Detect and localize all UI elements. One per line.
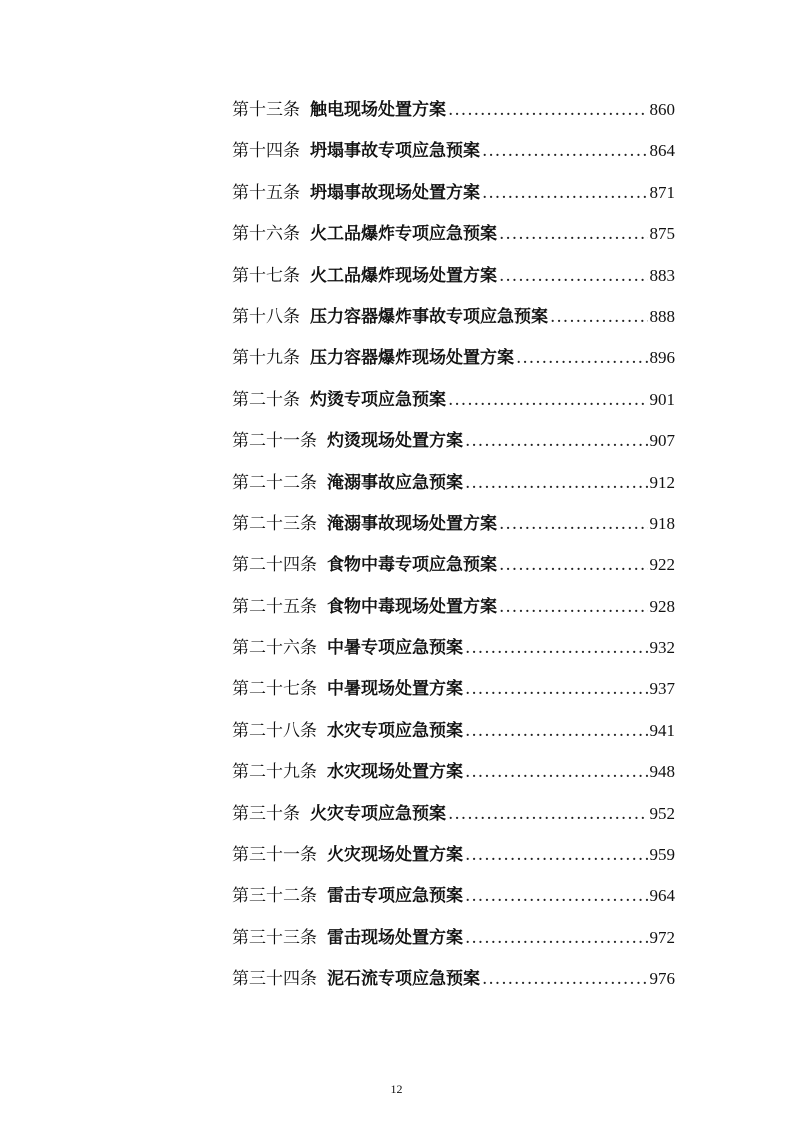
article-number: 第三十二条 [232,886,317,907]
entry-title: 中暑专项应急预案 [327,638,463,659]
toc-entry[interactable] [232,420,675,461]
entry-title: 坍塌事故现场处置方案 [310,182,480,203]
dot-leader [465,463,648,504]
entry-title: 中暑现场处置方案 [327,679,463,700]
dot-leader [499,545,648,586]
dot-leader [465,711,648,752]
toc-entry[interactable] [232,958,675,999]
entry-title: 泥石流专项应急预案 [327,969,480,990]
entry-page-number: 932 [649,638,675,658]
table-of-contents [232,89,675,1000]
entry-page-number: 883 [649,265,675,285]
article-number: 第二十七条 [232,679,317,700]
article-number: 第三十三条 [232,927,317,948]
article-number: 第二十二条 [232,472,317,493]
toc-entry[interactable] [232,668,675,709]
entry-title: 水灾现场处置方案 [327,762,463,783]
toc-entry[interactable] [232,544,675,585]
entry-page-number: 948 [649,762,675,782]
entry-title: 火工品爆炸专项应急预案 [310,224,497,245]
entry-title: 压力容器爆炸现场处置方案 [310,348,514,369]
toc-entry[interactable] [232,503,675,544]
entry-page-number: 972 [649,927,675,947]
dot-leader [465,835,648,876]
entry-title: 淹溺事故现场处置方案 [327,513,497,534]
article-number: 第二十一条 [232,431,317,452]
dot-leader [550,297,648,338]
entry-title: 雷击现场处置方案 [327,927,463,948]
entry-page-number: 860 [649,100,675,119]
entry-title: 火灾专项应急预案 [310,803,446,824]
article-number: 第二十六条 [232,638,317,659]
dot-leader [465,752,648,793]
entry-title: 食物中毒现场处置方案 [327,596,497,617]
toc-entry[interactable] [232,255,675,296]
entry-title: 灼烫专项应急预案 [310,389,446,410]
article-number: 第十三条 [232,100,300,120]
entry-page-number: 959 [649,845,675,865]
article-number: 第二十九条 [232,762,317,783]
toc-entry[interactable] [232,172,675,213]
entry-title: 淹溺事故应急预案 [327,472,463,493]
toc-entry[interactable] [232,627,675,668]
entry-page-number: 918 [649,513,675,533]
dot-leader [482,131,648,172]
dot-leader [465,918,648,959]
entry-page-number: 976 [649,969,675,989]
entry-title: 压力容器爆炸事故专项应急预案 [310,306,548,327]
toc-entry[interactable] [232,917,675,958]
dot-leader [448,90,648,131]
toc-entry[interactable] [232,130,675,171]
article-number: 第二十八条 [232,720,317,741]
entry-page-number: 912 [649,472,675,492]
article-number: 第十六条 [232,224,300,245]
entry-page-number: 864 [649,141,675,161]
toc-entry[interactable] [232,710,675,751]
article-number: 第三十一条 [232,845,317,866]
entry-page-number: 928 [649,596,675,616]
entry-page-number: 922 [649,555,675,575]
toc-entry[interactable] [232,875,675,916]
toc-entry[interactable] [232,89,675,130]
entry-title: 触电现场处置方案 [310,100,446,120]
entry-page-number: 937 [649,679,675,699]
entry-title: 灼烫现场处置方案 [327,431,463,452]
dot-leader [499,214,648,255]
toc-entry[interactable] [232,586,675,627]
dot-leader [465,628,648,669]
entry-page-number: 875 [649,224,675,244]
article-number: 第三十条 [232,803,300,824]
article-number: 第十七条 [232,265,300,286]
toc-entry[interactable] [232,462,675,503]
toc-entry[interactable] [232,379,675,420]
dot-leader [516,338,648,379]
entry-page-number: 871 [649,182,675,202]
toc-entry[interactable] [232,793,675,834]
dot-leader [465,876,648,917]
article-number: 第二十五条 [232,596,317,617]
entry-title: 火灾现场处置方案 [327,845,463,866]
article-number: 第二十四条 [232,555,317,576]
dot-leader [499,256,648,297]
dot-leader [482,959,648,1000]
article-number: 第二十条 [232,389,300,410]
dot-leader [465,421,648,462]
dot-leader [465,669,648,710]
toc-entry[interactable] [232,834,675,875]
dot-leader [448,380,648,421]
article-number: 第十五条 [232,182,300,203]
article-number: 第十四条 [232,141,300,162]
entry-title: 坍塌事故专项应急预案 [310,141,480,162]
article-number: 第三十四条 [232,969,317,990]
dot-leader [482,173,648,214]
dot-leader [499,504,648,545]
toc-entry[interactable] [232,296,675,337]
dot-leader [448,794,648,835]
entry-page-number: 901 [649,389,675,409]
entry-title: 雷击专项应急预案 [327,886,463,907]
page-number: 12 [390,1082,403,1096]
article-number: 第二十三条 [232,513,317,534]
entry-page-number: 952 [649,803,675,823]
entry-title: 食物中毒专项应急预案 [327,555,497,576]
entry-page-number: 907 [649,431,675,451]
entry-title: 火工品爆炸现场处置方案 [310,265,497,286]
entry-title: 水灾专项应急预案 [327,720,463,741]
toc-entry[interactable] [232,337,675,378]
toc-entry[interactable] [232,751,675,792]
entry-page-number: 896 [649,348,675,368]
toc-entry[interactable] [232,213,675,254]
dot-leader [499,587,648,628]
entry-page-number: 964 [649,886,675,906]
entry-page-number: 941 [649,720,675,740]
article-number: 第十八条 [232,306,300,327]
article-number: 第十九条 [232,348,300,369]
entry-page-number: 888 [649,306,675,326]
